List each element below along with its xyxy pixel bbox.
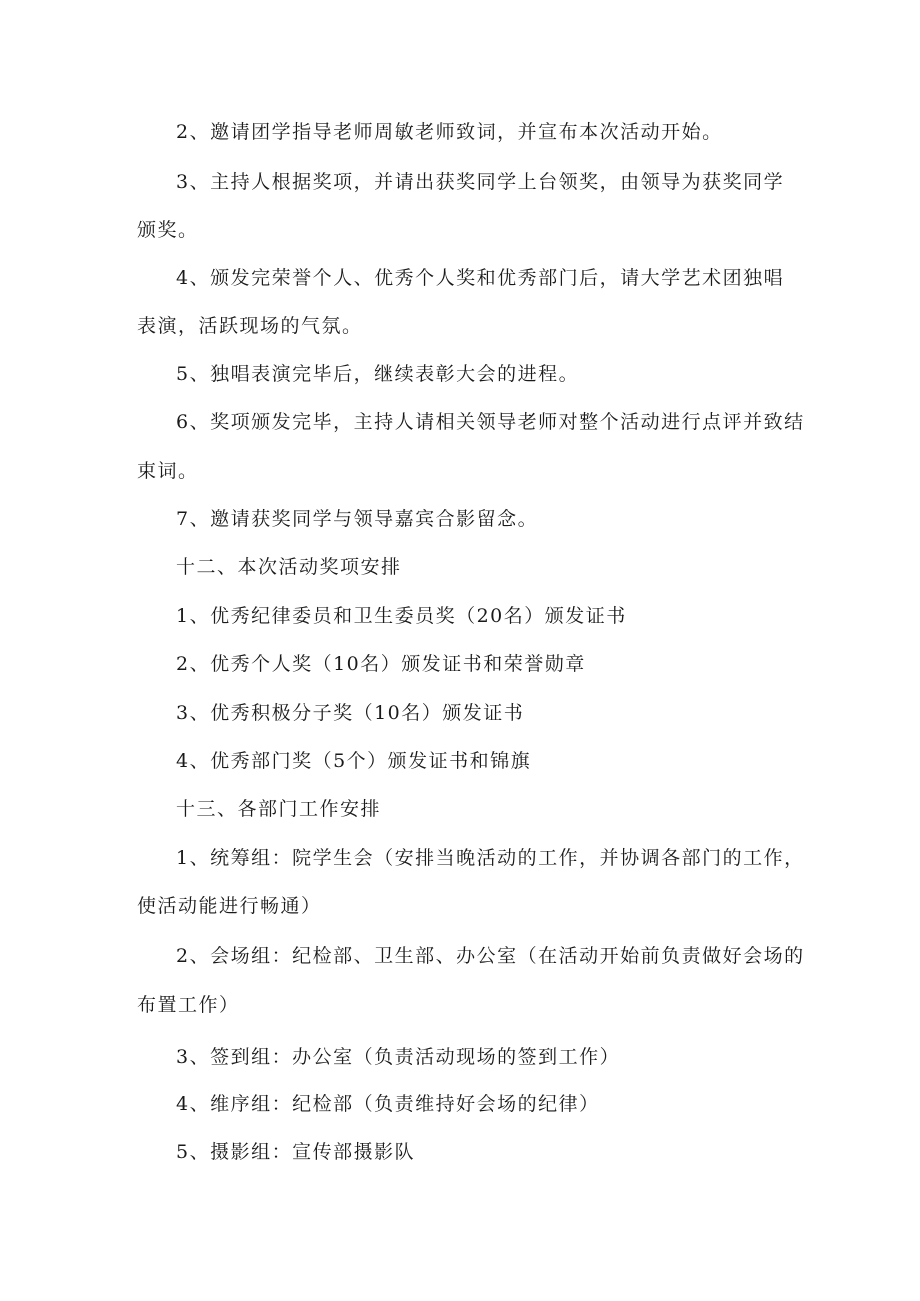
dept-item-4: 4、维序组：纪检部（负责维持好会场的纪律） (176, 1093, 600, 1115)
flow-item-3-cont: 颁奖。 (137, 219, 199, 241)
award-item-3: 3、优秀积极分子奖（10名）颁发证书 (176, 702, 525, 724)
dept-item-2: 2、会场组：纪检部、卫生部、办公室（在活动开始前负责做好会场的 (176, 945, 805, 967)
flow-item-4-cont: 表演，活跃现场的气氛。 (137, 315, 363, 337)
dept-item-1-cont: 使活动能进行畅通） (137, 895, 322, 917)
dept-item-3: 3、签到组：办公室（负责活动现场的签到工作） (176, 1046, 621, 1068)
flow-item-6-cont: 束词。 (137, 460, 199, 482)
awards-heading: 十二、本次活动奖项安排 (176, 556, 402, 578)
dept-item-2-cont: 布置工作） (137, 994, 240, 1016)
flow-item-7: 7、邀请获奖同学与领导嘉宾合影留念。 (176, 508, 539, 530)
award-item-4: 4、优秀部门奖（5个）颁发证书和锦旗 (176, 750, 532, 772)
flow-item-6: 6、奖项颁发完毕，主持人请相关领导老师对整个活动进行点评并致结 (176, 411, 805, 433)
departments-heading: 十三、各部门工作安排 (176, 798, 382, 820)
award-item-1: 1、优秀纪律委员和卫生委员奖（20名）颁发证书 (176, 605, 627, 627)
dept-item-1: 1、统筹组：院学生会（安排当晚活动的工作，并协调各部门的工作， (176, 847, 805, 869)
flow-item-5: 5、独唱表演完毕后，继续表彰大会的进程。 (176, 363, 580, 385)
dept-item-5: 5、摄影组：宣传部摄影队 (176, 1141, 416, 1163)
flow-item-2: 2、邀请团学指导老师周敏老师致词，并宣布本次活动开始。 (176, 121, 723, 143)
award-item-2: 2、优秀个人奖（10名）颁发证书和荣誉勋章 (176, 653, 586, 675)
flow-item-4: 4、颁发完荣誉个人、优秀个人奖和优秀部门后，请大学艺术团独唱 (176, 267, 785, 289)
flow-item-3: 3、主持人根据奖项，并请出获奖同学上台领奖，由领导为获奖同学 (176, 171, 785, 193)
